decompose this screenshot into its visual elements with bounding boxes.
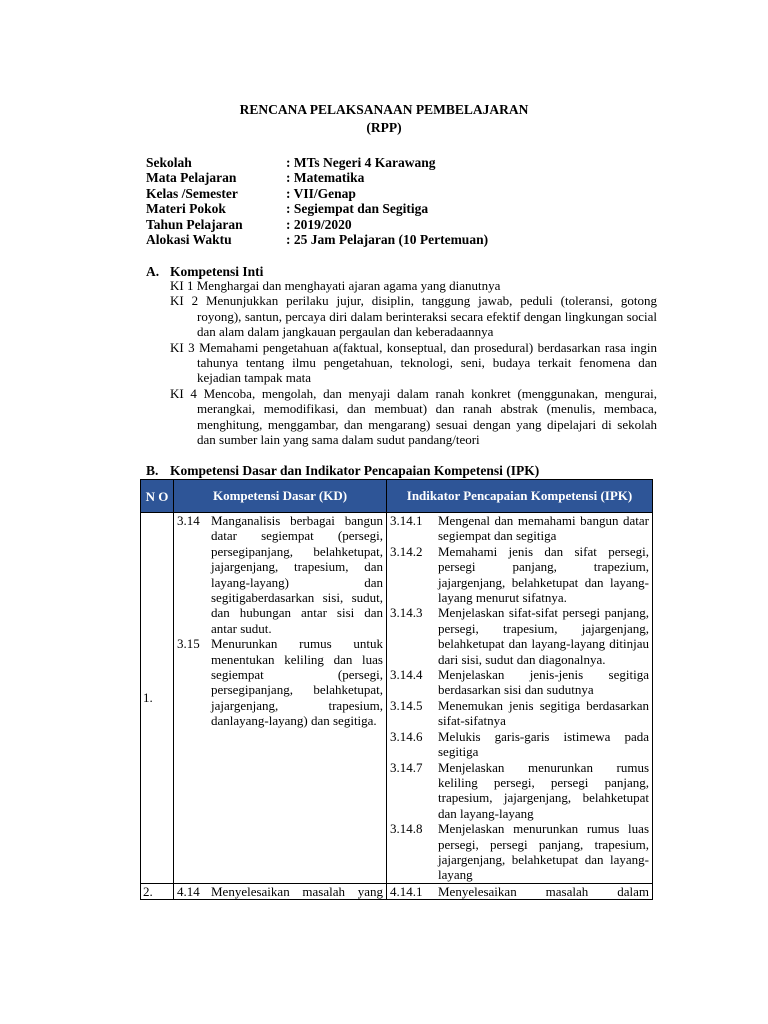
section-title: Kompetensi Dasar dan Indikator Pencapaian Kompetensi (IPK) xyxy=(170,463,540,478)
ipk-entry xyxy=(390,667,649,698)
ipk-entry xyxy=(390,760,649,822)
kd-number: 4.14 xyxy=(177,883,200,899)
ipk-entry xyxy=(390,513,649,544)
ki-list xyxy=(170,278,657,447)
ipk-text: Melukis garis-garis istimewa pada segitiga xyxy=(438,728,649,760)
ki-item-3: KI 3 Memahami pengetahuan a(faktual, konseptual, dan prosedural) berdasarkan rasa ingin tahunya tentang ilmu pengetahuan, teknologi, seni, budaya terkait fenomena dan kejadian tampak mata xyxy=(170,339,657,386)
ipk-number: 3.14.7 xyxy=(390,759,423,775)
info-value: : VII/Genap xyxy=(286,185,356,201)
section-title: Kompetensi Inti xyxy=(170,264,264,279)
info-label: Alokasi Waktu xyxy=(146,232,232,248)
kd-text: Manganalisis berbagai bangun datar segiempat (persegi, persegipanjang, belahketupat, jajargenjang, trapesium, dan layang-layang) dan segitigaberdasarkan sisi, sudut, dan hubungan antar sisi dan antar sudut. xyxy=(211,513,383,636)
col-header-kd: Kompetensi Dasar (KD) xyxy=(174,480,387,513)
section-b-heading xyxy=(146,463,539,479)
kd-number: 3.14 xyxy=(177,513,200,528)
ipk-entry xyxy=(390,605,649,667)
info-label: Sekolah xyxy=(146,155,192,170)
ki-item-1: KI 1 Menghargai dan menghayati ajaran agama yang dianutnya xyxy=(170,278,501,293)
info-value: : 2019/2020 xyxy=(286,216,352,232)
info-value: : Matematika xyxy=(286,170,365,186)
doc-title: RENCANA PELAKSANAAN PEMBELAJARAN xyxy=(239,102,529,117)
ipk-entry xyxy=(390,544,649,606)
ipk-text: Menjelaskan jenis-jenis segitiga berdasarkan sisi dan sudutnya xyxy=(438,667,649,698)
section-letter: A. xyxy=(146,264,160,279)
ki-item-4: KI 4 Mencoba, mengolah, dan menyaji dalam ranah konkret (menggunakan, mengurai, merangkai, memodifikasi, dan membuat) dan ranah abstrak (menulis, membaca, menghitung, menggambar, dan mengarang) sesuai dengan yang dipelajari di sekolah dan sumber lain yang sama dalam sudut pandang/teori xyxy=(170,385,657,448)
info-label: Tahun Pelajaran xyxy=(146,216,243,232)
kd-entry xyxy=(177,513,383,636)
table-header-row xyxy=(141,480,653,513)
info-row-alokasi xyxy=(146,232,488,247)
ki-item-2: KI 2 Menunjukkan perilaku jujur, disiplin, tanggung jawab, peduli (toleransi, gotong royong), santun, percaya diri dalam berinteraksi secara efektif dengan lingkungan social dan alam dalam jangkauan pergaulan dan keberadaannya xyxy=(170,293,657,340)
ipk-cell xyxy=(387,513,653,884)
ipk-number: 3.14.8 xyxy=(390,821,423,837)
ipk-text: Menjelaskan menurunkan rumus keliling persegi, persegi panjang, trapesium, jajargenjang, belahketupat dan layang-layang xyxy=(438,759,649,821)
ipk-entry xyxy=(390,698,649,729)
info-row-mapel xyxy=(146,170,488,185)
ipk-text: Memahami jenis dan sifat persegi, persegi panjang, trapezium, jajargenjang, belahketupat dan layang-layang menurut sifatnya. xyxy=(438,543,649,606)
table-row xyxy=(141,513,653,884)
row-number: 1. xyxy=(141,513,174,884)
table-row xyxy=(141,883,653,899)
ipk-number: 4.14.1 xyxy=(390,883,423,899)
info-value: : Segiempat dan Segitiga xyxy=(286,201,429,217)
ipk-text: Menemukan jenis segitiga berdasarkan sifat-sifatnya xyxy=(438,697,649,729)
info-label: Materi Pokok xyxy=(146,201,226,217)
kd-cell xyxy=(174,883,387,899)
doc-subtitle: (RPP) xyxy=(366,120,402,135)
kd-cell xyxy=(174,513,387,884)
ipk-text: Menjelaskan sifat-sifat persegi panjang, persegi, trapesium, jajargenjang, belahketupat dan layang-layang ditinjau dari sisi, sudut dan diagonalnya. xyxy=(438,605,649,667)
ipk-number: 3.14.4 xyxy=(390,667,423,683)
col-header-no: N O xyxy=(141,480,174,513)
ipk-entry xyxy=(390,884,649,899)
ipk-text: Menjelaskan menurunkan rumus luas persegi, persegi panjang, trapesium, jajargenjang, belahketupat dan layang-layang xyxy=(438,821,649,883)
info-row-tahun xyxy=(146,217,488,232)
ipk-number: 3.14.6 xyxy=(390,728,423,744)
identity-block xyxy=(146,155,488,247)
row-number: 2. xyxy=(141,883,174,899)
info-row-materi xyxy=(146,201,488,216)
kd-entry xyxy=(177,636,383,728)
kd-text: Menurunkan rumus untuk menentukan keliling dan luas segiempat (persegi, persegipanjang, belahketupat, jajargenjang, trapesium, danlayang-layang) dan segitiga. xyxy=(211,636,383,729)
ipk-entry xyxy=(390,821,649,883)
info-value: : 25 Jam Pelajaran (10 Pertemuan) xyxy=(286,232,489,248)
ipk-text: Mengenal dan memahami bangun datar segiempat dan segitiga xyxy=(438,513,649,544)
ipk-number: 3.14.5 xyxy=(390,697,423,713)
kd-entry xyxy=(177,884,383,899)
info-value: : MTs Negeri 4 Karawang xyxy=(286,155,436,170)
kd-number: 3.15 xyxy=(177,636,200,652)
ipk-number: 3.14.1 xyxy=(390,513,423,528)
info-row-sekolah xyxy=(146,155,488,170)
ipk-number: 3.14.2 xyxy=(390,543,423,559)
ipk-entry xyxy=(390,729,649,760)
kd-ipk-table xyxy=(140,479,653,900)
section-letter: B. xyxy=(146,463,159,478)
info-label: Kelas /Semester xyxy=(146,185,238,201)
col-header-ipk: Indikator Pencapaian Kompetensi (IPK) xyxy=(387,480,653,513)
ipk-number: 3.14.3 xyxy=(390,605,423,621)
info-row-kelas xyxy=(146,186,488,201)
info-label: Mata Pelajaran xyxy=(146,170,237,186)
kd-text: Menyelesaikan masalah yang xyxy=(211,883,383,899)
ipk-text: Menyelesaikan masalah dalam xyxy=(438,883,649,899)
ipk-cell xyxy=(387,883,653,899)
